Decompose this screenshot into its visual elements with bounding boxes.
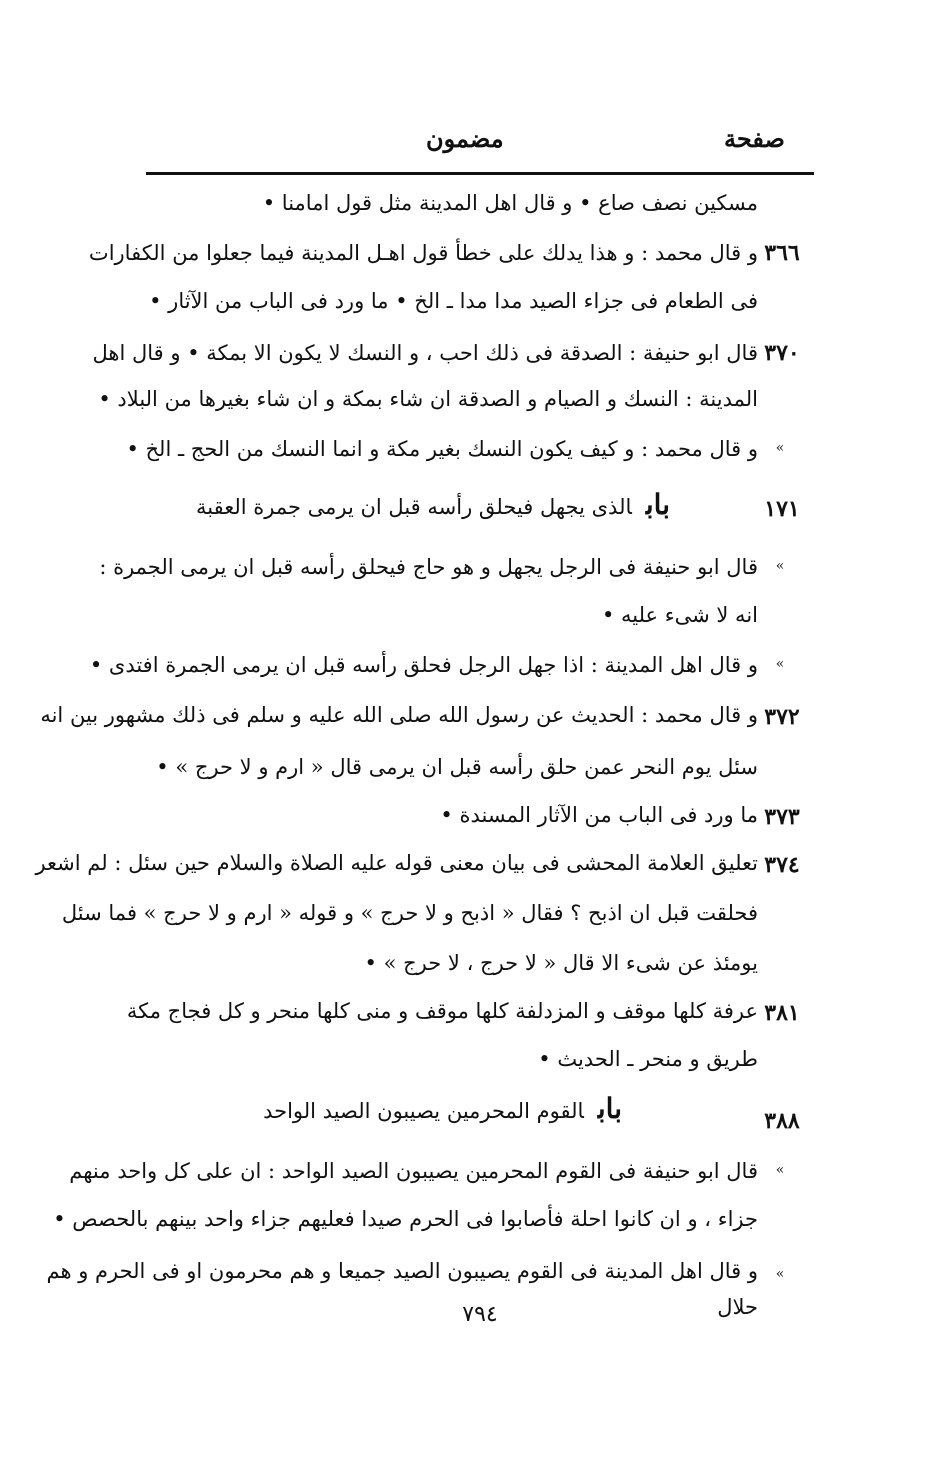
ditto-mark: « (775, 558, 785, 574)
entry-line: مسكين نصف صاع • و قال اهل المدينة مثل قول امامنا • (262, 191, 758, 215)
chapter-word: باب (645, 488, 670, 521)
entry-page-number: ٣٨٨ (764, 1108, 800, 1134)
entry-line: و قال اهل المدينة فى القوم يصيبون الصيد جميعا و هم محرمون او فى الحرم و هم (46, 1259, 758, 1283)
entry-line: و قال محمد : و كيف يكون النسك بغير مكة و انما النسك من الحج ـ الخ • (126, 437, 758, 461)
entry-page-number: ٣٨١ (764, 1000, 800, 1026)
entry-line: قال ابو حنيفة فى الرجل يجهل و هو حاج فيحلق رأسه قبل ان يرمى الجمرة : (99, 555, 758, 579)
entry-line: تعليق العلامة المحشى فى بيان معنى قوله عليه الصلاة والسلام حين سئل : لم اشعر (35, 851, 758, 875)
ditto-mark: « (775, 1266, 785, 1282)
entry-page-number: ١٧١ (764, 496, 800, 522)
page-column-header: صفحة (724, 124, 785, 153)
entry-page-number: ٣٧٢ (764, 704, 800, 730)
chapter-word: باب (597, 1092, 622, 1125)
entry-line: حلال (717, 1295, 758, 1319)
entry-line: طريق و منحر ـ الحديث • (538, 1047, 758, 1071)
ditto-mark: « (775, 1162, 785, 1178)
entry-line: المدينة : النسك و الصيام و الصدقة ان شاء بمكة و ان شاء بغيرها من البلاد • (98, 387, 758, 411)
entry-line: ما ورد فى الباب من الآثار المسندة • (440, 803, 758, 827)
entry-line: عرفة كلها موقف و المزدلفة كلها موقف و منى كلها منحر و كل فجاج مكة (126, 999, 758, 1023)
entry-line: و قال محمد : الحديث عن رسول الله صلى الله عليه و سلم فى ذلك مشهور بين انه (40, 703, 758, 727)
entry-line: قال ابو حنيفة فى القوم المحرمين يصيبون الصيد الواحد : ان على كل واحد منهم (69, 1159, 758, 1183)
chapter-title: القوم المحرمين يصيبون الصيد الواحد (263, 1099, 584, 1123)
entry-page-number: ٣٧٠ (764, 340, 800, 366)
chapter-title: الذى يجهل فيحلق رأسه قبل ان يرمى جمرة العقبة (195, 495, 632, 519)
entry-line: سئل يوم النحر عمن حلق رأسه قبل ان يرمى قال « ارم و لا حرج » • (156, 755, 758, 779)
ditto-mark: « (775, 440, 785, 456)
entry-line: و قال اهل المدينة : اذا جهل الرجل فحلق رأسه قبل ان يرمى الجمرة افتدى • (89, 653, 758, 677)
entry-line: قال ابو حنيفة : الصدقة فى ذلك احب ، و النسك لا يكون الا بمكة • و قال اهل (92, 341, 758, 365)
entry-page-number: ٣٧٤ (764, 852, 800, 878)
entry-line: فحلقت قبل ان اذبح ؟ فقال « اذبح و لا حرج » و قوله « ارم و لا حرج » فما سئل (61, 901, 758, 925)
chapter-heading (196, 490, 670, 522)
page-number: ٧٩٤ (462, 1302, 498, 1327)
ditto-mark: « (775, 656, 785, 672)
entry-line: جزاء ، و ان كانوا احلة فأصابوا فى الحرم صيدا فعليهم جزاء واحد بينهم بالحصص • (53, 1207, 758, 1231)
topic-column-header: مضمون (426, 124, 504, 153)
entry-line: انه لا شىء عليه • (601, 603, 758, 627)
entry-line: فى الطعام فى جزاء الصيد مدا مدا ـ الخ • ما ورد فى الباب من الآثار • (149, 289, 758, 313)
entry-page-number: ٣٦٦ (764, 240, 800, 266)
entry-page-number: ٣٧٣ (764, 804, 800, 830)
chapter-heading (263, 1094, 622, 1126)
header-rule (146, 172, 814, 175)
entry-line: يومئذ عن شىء الا قال « لا حرج ، لا حرج » • (364, 951, 758, 975)
entry-line: و قال محمد : و هذا يدلك على خطأ قول اهـل المدينة فيما جعلوا من الكفارات (88, 241, 758, 265)
